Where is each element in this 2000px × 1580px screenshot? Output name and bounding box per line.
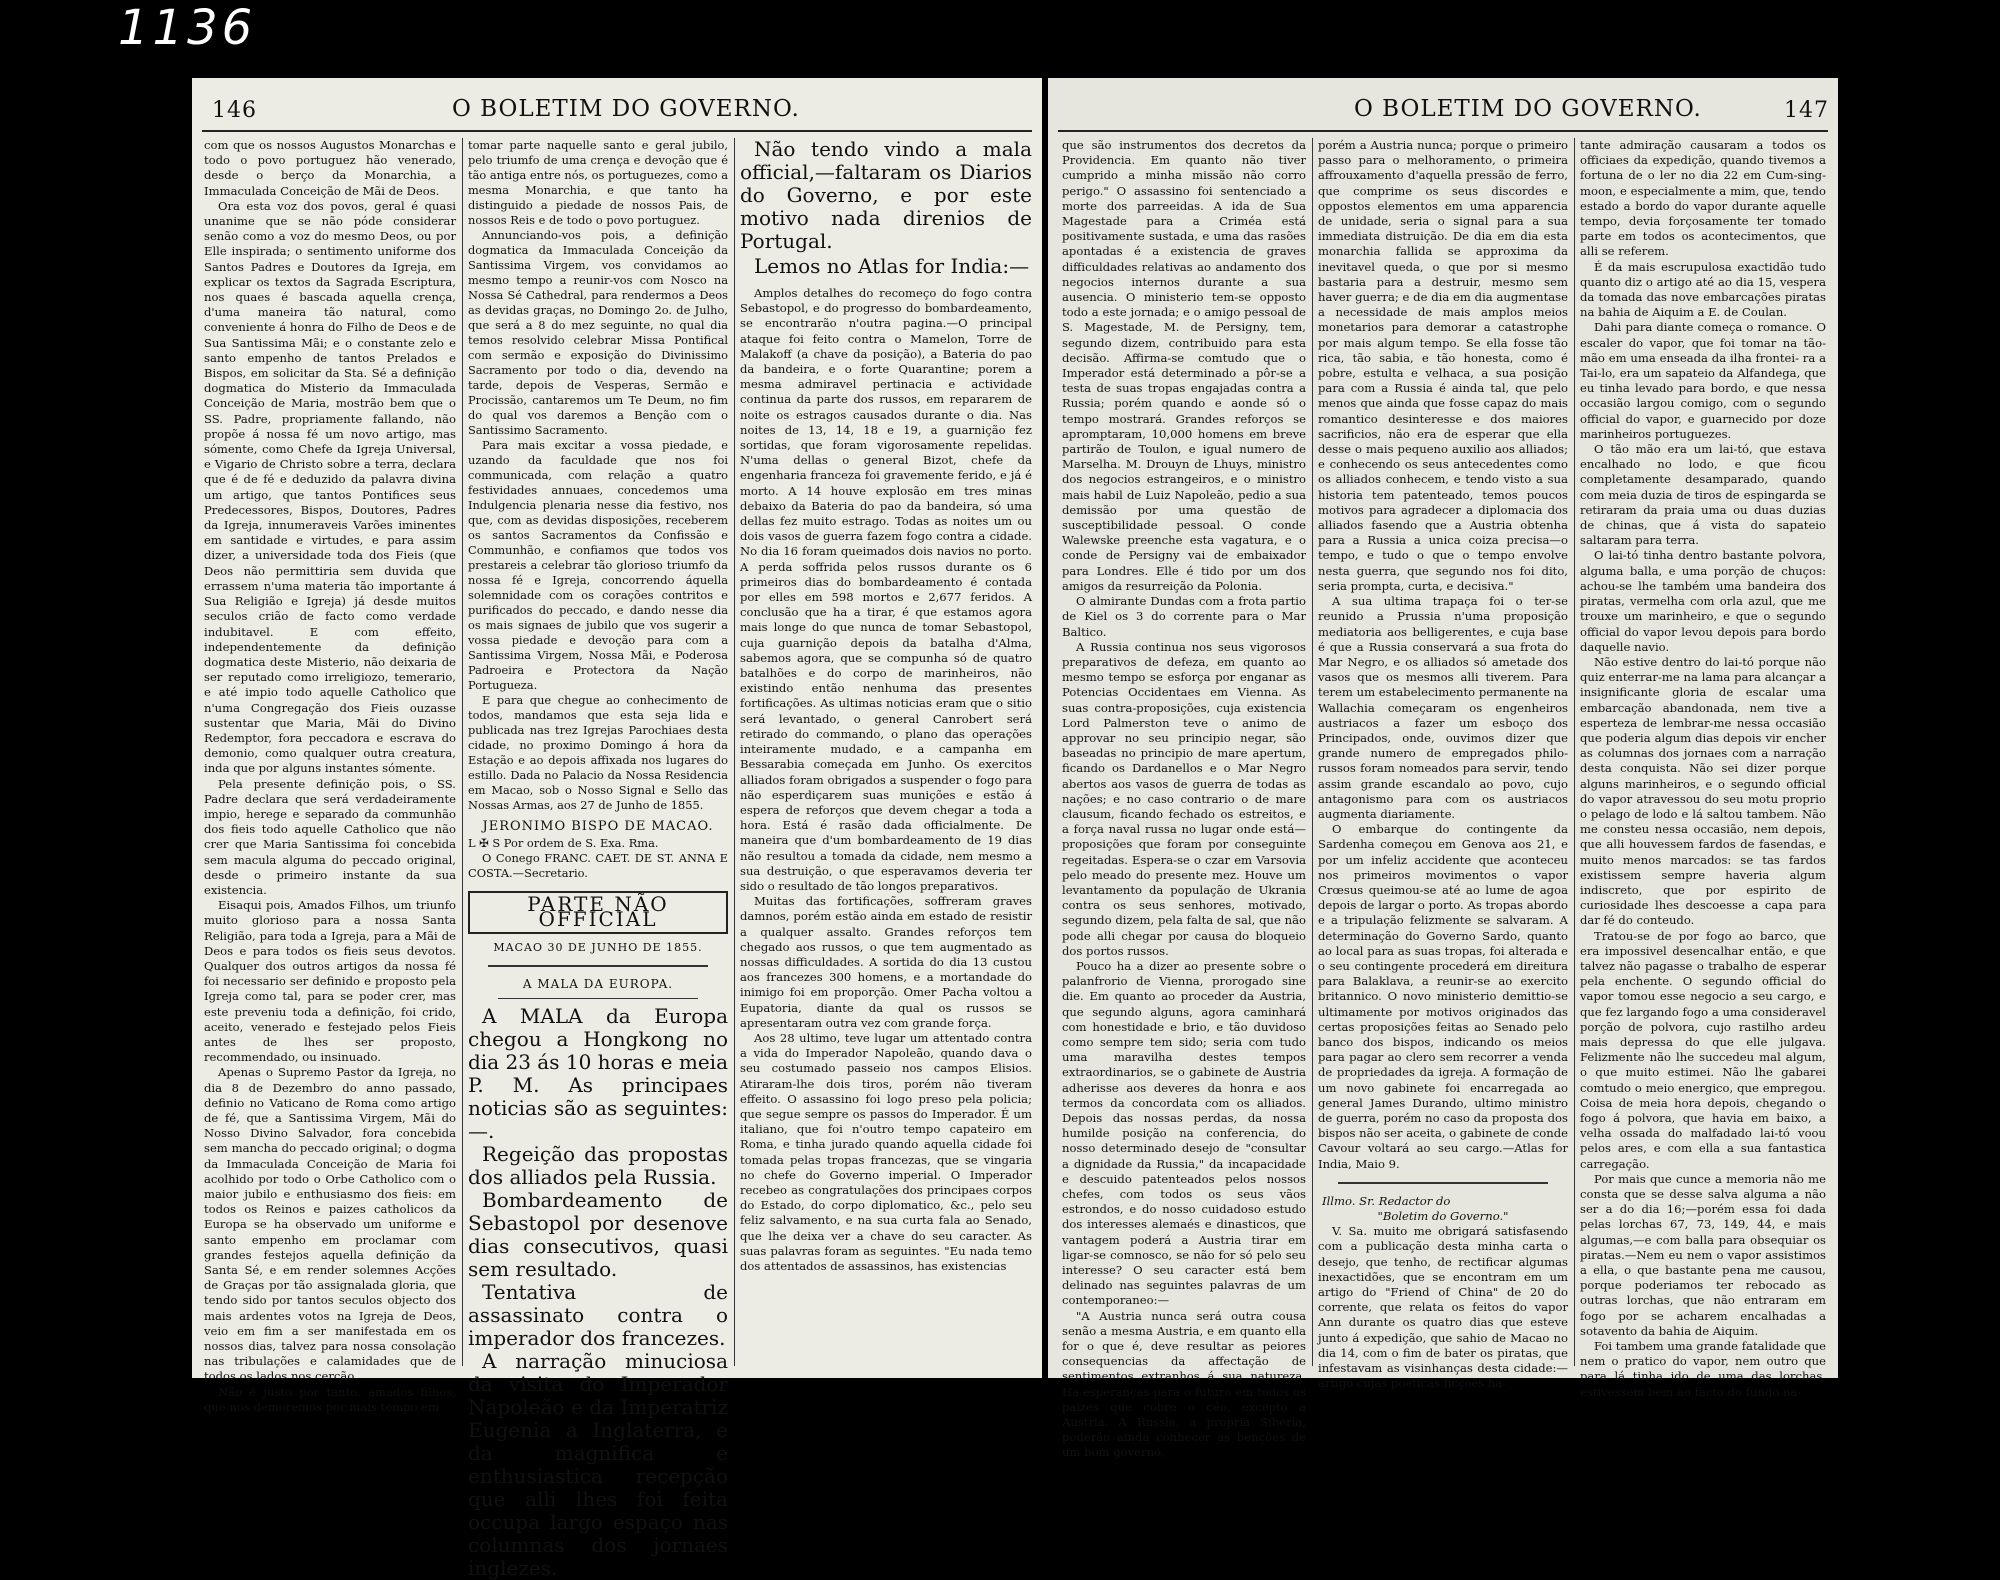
- right-page-number: 147: [1784, 98, 1829, 123]
- paragraph: que são instrumentos dos decretos da Providencia. Em quanto não tiver cumprido a minha missão não corro perigo." O assassino foi sentenciado a morte dos parreeidas. A ida de Sua Magestade para a Criméa está positivamente sustada, e uma das rasões apontadas é a existencia de graves difficuldades relativas ao andamento dos negocios internos durante a sua ausencia. O ministerio tem-se opposto todo a este jornada; e o amigo pessoal de S. Magestade, M. de Persigny, tem, segundo dizem, contribuido para esta decisão. Affirma-se comtudo que o Imperador está determinado a pôr-se a testa de suas tropas engajadas contra a Russia; porém quando e aonde só o tempo mostrará. Grandes reforços se apromptaram, 10,000 homens em breve partirão de Toulon, e igual numero de Marselha. M. Drouyn de Lhuys, ministro dos negocios estrangeiros, e o ministro mais habil de Luiz Napoleão, pedio a sua demissão por uma questão de susceptibilidade pessoal. O conde Walewske preenche esta vagatura, e o conde de Persigny vai de embaixador para Londres. Elle é tido por um dos amigos da resurreição da Polonia.: [1062, 138, 1306, 593]
- film-frame-code: 1136: [118, 0, 257, 56]
- news-headline: Regeição das propostas dos alliados pela Russia.: [468, 1142, 728, 1190]
- paragraph: Pela presente definição pois, o SS. Padre declara que será verdadeiramente impio, herege e separado da communhão dos fieis todo aquelle Catholico que não crer que Maria Santissima foi concebida sem macula alguma do peccado original, desde o primeiro instante da sua existencia.: [204, 776, 456, 897]
- paragraph: Pouco ha a dizer ao presente sobre o palanfrorio de Vienna, prorogado sine die. Em quanto ao proceder da Austria, que segundo alguns, agora caminhará com honestidade e brio, e tão duvidoso como sempre tem sido; seria com tudo uma maravilha destes tempos extraordinarios, se o gabinete de Austria adherisse aos deveres da honra e aos termos da concordata com os alliados. Depois das nossas perdas, da nossa humilde posição na conferencia, do nosso determinado desejo de "consultar a dignidade da Russia," da incapacidade e descuido patenteados pelos nossos chefes, com todos os seus vãos estrondos, e do nosso cuidadoso estudo dos interesses alemaés e dinasticos, que vantagem poderá a Austria tirar em ligar-se comnosco, se não for só pelo seu interesse? O seu caracter está bem delinado nas seguintes palavras de um contemporaneo:—: [1062, 958, 1306, 1308]
- article-title: A MALA DA EUROPA.: [522, 976, 674, 991]
- paragraph: O lai-tó tinha dentro bastante polvora, alguma balla, e uma porção de chuços: achou-se lhe também uma bandeira dos piratas, vermelha com orla azul, que me trouxe um marinheiro, e que o segundo official do vapor levou depois para bordo daquelle navio.: [1580, 548, 1826, 654]
- column-rule: [1312, 138, 1313, 1366]
- right-page: [1048, 78, 1838, 1460]
- left-page-number: 146: [212, 98, 257, 123]
- paragraph: Tratou-se de por fogo ao barco, que era impossivel desencalhar então, e que talvez não pagasse o trabalho de esperar pela enchente. O segundo official do vapor tomou esse negocio a seu cargo, e que fez largando fogo a uma consideravel porção de polvora, cujo rastilho ardeu mais depressa do que elle julgava. Felizmente não lhe succedeu mal algum, o que muito estimei. Não lhe gabarei comtudo o meio energico, que empregou. Coisa de meia hora depois, chegando o fogo á polvora, que havia em baixo, a velha ossada do malfadado lai-tó voou pelos ares, e com ella a sua fantastica carregação.: [1580, 928, 1826, 1171]
- section-header-box: PARTE NÃO OFFICIAL: [468, 891, 728, 933]
- right-header-rule: [1058, 130, 1828, 132]
- right-running-title: O BOLETIM DO GOVERNO.: [1354, 96, 1702, 122]
- paragraph: É da mais escrupulosa exactidão tudo quanto diz o artigo até ao dia 15, vespera da tomada das nove embarcações piratas na bahia de Aiquim a E. de Coulan.: [1580, 259, 1826, 320]
- order-line: L ✠ S Por ordem de S. Exa. Rma.: [468, 836, 659, 851]
- paragraph: Muitas das fortificações, soffreram graves damnos, porém estão ainda em estado de resistir a qualquer assalto. Grandes reforços tem chegado aos russos, o que tem augmentado as nossas difficuldades. A sortida do dia 13 custou aos francezes 300 homens, e a mortandade do inimigo foi em proporção. Omer Pacha voltou a Eupatoria, diante da qual os russos se apresentaram outra vez com grande força.: [740, 894, 1032, 1030]
- paragraph: Dahi para diante começa o romance. O escaler do vapor, que foi tomar na tão-mão em uma enseada da ilha frontei- ra a Tai-lo, era um sapateio da Alfandega, que eu tinha levado para bordo, e que nessa occasião largou comigo, com o segundo official do vapor, e guarnecido por doze marinheiros portuguezes.: [1580, 320, 1826, 441]
- news-headline: Lemos no Atlas for India:—: [754, 254, 1030, 278]
- paragraph: V. Sa. muito me obrigará satisfasendo com a publicação desta minha carta o desejo, que tenho, de rectificar algumas inexactidões, que se encontram em um artigo do "Friend of China" de 20 do corrente, que relata os feitos do vapor Ann durante os quatro dias que esteve junto á expedição, que sahio de Macao no dia 14, com o fim de bater os piratas, que infestavam as visinhanças desta cidade:—artigo cujas poeticas ficçoēs ha-: [1318, 1224, 1568, 1391]
- paragraph: Ora esta voz dos povos, geral é quasi unanime que se não póde considerar senão como a voz do mesmo Deos, ou por Elle inspirada; o sentimento uniforme dos Santos Padres e Doutores da Igreja, em explicar os textos da Sagrada Escriptura, nos quaes é bascada aquella crença, d'uma maneira tão natural, como conveniente á honra do Filho de Deos e de Sua Santissima Mãi; e o constante zelo e santo empenho de tantos Prelados e Bispos, em solicitar da Sta. Sé a definição dogmatica do Misterio da Immaculada Conceição de Maria, mostrão bem que o SS. Padre, propriamente fallando, não propõe á nossa fé um novo artigo, mas sómente, como Chefe da Igreja Universal, e Vigario de Christo sobre a terra, declara que é de fé e deduzido da palavra divina um artigo, que tantos Pontifices seus Predecessores, Bispos, Doutores, Padres da Igreja, innumeraveis Varões iminentes em santidade e virtudes, e para assim dizer, a universidade toda dos Fieis (que Deos não permittiria sem duvida que errassem n'uma materia tão importante á Sua Religião e Igreja) já desde muitos seculos crião de facto como verdade indubitavel. E com effeito, independentemente da definição dogmatica deste Misterio, não deixaria de ser reputado como irreligiozo, temerario, e até impio todo aquelle Catholico que n'uma Congregação dos Fieis ouzasse sustentar que Maria, Mãi do Divino Redemptor, fora peccadora e escrava do demonio, como qualquer outra creatura, inda que por alguns instantes sómente.: [204, 198, 456, 776]
- paragraph: tante admiração causaram a todos os officiaes da expedição, quando tivemos a fortuna de o ler no dia 22 em Cum-sing-moon, e especialmente a mim, que, tendo estado a bordo do vapor durante aquelle tempo, devia forçosamente ter tomado parte em todos os acontecimentos, que alli se referem.: [1580, 138, 1826, 259]
- left-masthead: [192, 96, 1042, 130]
- left-column-1: [204, 138, 456, 1414]
- news-headline: A MALA da Europa chegou a Hongkong no dia 23 ás 10 horas e meia P. M. As principaes noticias são as seguintes:—.: [468, 1004, 728, 1144]
- paragraph: A Russia continua nos seus vigorosos preparativos de defeza, em quanto ao mesmo tempo se esforça por enganar as Potencias Occidentaes em Vienna. As suas contra-proposições, cuja existencia Lord Palmerston teve o animo de approvar no seu principio negar, são baseadas no principio de mare apertum, ficando os Dardanellos e o Mar Negro abertos aos vasos de guerra de todas as nações; e no caso contrario o de mare clausum, ficando fechado os estreitos, e a força naval russa no lugar onde está—proposições que foram por conseguinte regeitadas. Espera-se o czar em Varsovia pelo meado do presente mez. Houve um levantamento da população de Ukrania contra os seus senhores, motivado, segundo dizem, pela falta de sal, que não pode alli chegar por causa do bloqueio dos portos russos.: [1062, 639, 1306, 958]
- news-headline: Tentativa de assassinato contra o imperador dos francezes.: [468, 1280, 728, 1351]
- paragraph: com que os nossos Augustos Monarchas e todo o povo portuguez hão venerado, desde o berço da Monarchia, a Immaculada Conceição de Mãi de Deos.: [204, 138, 456, 198]
- secretary-line: O Conego FRANC. CAET. DE ST. ANNA E COSTA.—Secretario.: [468, 851, 728, 881]
- column-rule: [462, 138, 463, 1366]
- paragraph: Não estive dentro do lai-tó porque não quiz enterrar-me na lama para alcançar a insignificante gloria de escalar uma embarcação abandonada, nem tive a esperteza de lembrar-me nessa occasião que poderia algum dias depois vir encher as columnas dos jornaes com a narração desta conquista. Não sei dizer porque alguns marinheiros, e o segundo official do vapor atravessou do seu motu proprio o pelago de lodo e lá saltou tambem. Não me consteu nessa occasião, nem depois, que alli houvessem fardos de fasendas, e muito menos marcados: se tas fardos existissem sempre haveria algum indiscreto, que por espirito de curiosidade lhes descoesse a capa para dar fé do conteudo.: [1580, 654, 1826, 928]
- paragraph: Amplos detalhes do recomeço do fogo contra Sebastopol, e do progresso do bombardeamento, se encontrarão n'outra pagina.—O principal ataque foi feito contra o Mamelon, Torre de Malakoff (a chave da posição), a Bateria do pao da bandeira, e o forte Quarantine; porem a mesma admiravel pertinacia e actividade continua da parte dos russos, em repararem de noite os estragos causados durante o dia. Nas noites de 13, 14, 18 e 19, a guarnição fez sortidas, que foram vigorosamente repelidas. N'uma dellas o general Bizot, chefe da engenharia franceza foi gravemente ferido, e já é morto. A 14 houve explosão em tres minas debaixo da Bateria do pao da bandeira, só uma dellas fez muito estrago. Todas as noites um ou dois vasos de guerra fazem fogo contra a cidade. No dia 16 foram queimados dois navios no porto. A perda soffrida pelos russos durante os 6 primeiros dias do bombardeamento é contada por elles em 598 mortos e 2,677 feridos. A conclusão que ha a tirar, é que estamos agora mais longe do que nunca de tomar Sebastopol, cuja guarnição depois da batalha d'Alma, sabemos agora, que se compunha só de quatro batalhões e do corpo de marinheiros, não existindo então nenhuma das presentes fortificações. As ultimas noticias eram que o sitio será levantado, o general Canrobert será retirado do commando, o plano das operações inteiramente mudado, e a campanha em Bessarabia começada em Junho. Os exercitos alliados foram obrigados a suspender o fogo para não esperdiçarem suas munições e estão á espera de reforços que devem chegar a toda a hora. Está é rasão dada officialmente. De maneira que d'um bombardeamento de 19 dias não resultou a tomada da cidade, nem mesmo a sua destruição, o que esperavamos deveria ter sido o resultado de tão longos preparativos.: [740, 286, 1032, 893]
- paragraph: tomar parte naquelle santo e geral jubilo, pelo triumfo de uma crença e devoção que é tão antiga entre nós, os portuguezes, como a mesma Monarchia, e que tanto ha distinguido a piedade de nossos Pais, de nossos Reis e de todo o povo portuguez.: [468, 138, 728, 227]
- bishop-signature: JERONIMO BISPO DE MACAO.: [482, 819, 714, 834]
- right-column-1: [1062, 138, 1306, 1460]
- column-rule: [1574, 138, 1575, 1366]
- letter-addressee: "Boletim do Governo.": [1377, 1209, 1509, 1224]
- pastoral-letter-continuation: [468, 138, 728, 813]
- paragraph: E para que chegue ao conhecimento de todos, mandamos que esta seja lida e publicada nas trez Igrejas Parochiaes desta cidade, no proximo Domingo á hora da Estação e ao depois affixada nos lugares do estillo. Dada no Palacio da Nossa Residencia em Macao, sob o Nosso Signal e Sello das Nossas Armas, aos 27 de Junho de 1855.: [468, 693, 728, 812]
- paragraph: O embarque do contingente da Sardenha começou em Genova aos 21, e por um infeliz accidente que aconteceu nos primeiros movimentos o vapor Crœsus queimou-se até ao lume de agoa depois de largar o porto. As tropas abordo e a tripulação felizmente se salvaram. A determinação do Governo Sardo, quanto ao local para as suas tropas, foi alterada e o seu contingente procederá em direitura para Balaklava, a reunir-se ao exercito britannico. O novo ministerio demittio-se ultimamente por motivos originados das certas proposições feitas ao Senado pelo banco dos bispos, indicando os meios para pagar ao clero sem recorrer a venda de propriedades da igreja. A formação de um novo gabinete foi encarregada ao general James Durando, ultimo ministro de guerra, porém no caso da proposta dos bispos não ser aceita, o gabinete de conde Cavour voltará ao seu cargo.—Atlas for India, Maio 9.: [1318, 822, 1568, 1171]
- paragraph: Por mais que cunce a memoria não me consta que se desse salva alguma a não ser a do dia 16;—porém essa foi dada pelas lorchas 67, 73, 149, 44, e mais algumas,—e com balla para obsequiar os piratas.—Nem eu nem o vapor assistimos a ella, o que bastante pena me causou, porque poderiamos ter rebocado as outras lorchas, que não entraram em fogo por se acharem encalhadas a sotavento da bahia de Aiquim.: [1580, 1171, 1826, 1338]
- right-masthead: [1048, 96, 1838, 130]
- letter-salutation: Illmo. Sr. Redactor do: [1322, 1193, 1451, 1208]
- paragraph: A sua ultima trapaça foi o ter-se reunido a Prussia n'uma proposição mediatoria aos belligerentes, e cuja base é que a Russia conservará a sua frota do Mar Negro, e os alliados só ametade dos vasos que os mesmos alli tiverem. Para terem um estabelecimento permanente na Wallachia começaram os engenheiros austriacos a fazer um esboço dos Principados, onde, ouvimos dizer que grande numero de empregados philo-russos foram nomeados para servir, tendo assim grande escandalo ao povo, cujo antagonismo para com os austriacos augmenta diariamente.: [1318, 594, 1568, 821]
- left-column-3: [740, 138, 1032, 1366]
- left-running-title: O BOLETIM DO GOVERNO.: [452, 96, 800, 122]
- column-rule: [734, 138, 735, 1366]
- paragraph: Aos 28 ultimo, teve lugar um attentado contra a vida do Imperador Napoleão, quando dava o seu costumado passeio nos campos Elisios. Atiraram-lhe dois tiros, porém não tiveram effeito. O assassino foi logo preso pela policia; que segue sempre os passos do Imperador. É um italiano, que foi n'outro tempo capateiro em Roma, e tinha jurado quando aquella cidade foi tomada pelas tropas francezas, que se vingaria no chefe do Governo imperial. O Imperador recebeo as congratulações dos principaes corpos do Estado, do corpo diplomatico, &c., pelo seu feliz salvamento, e na sua curta fala ao Senado, que lhe deixa ver a chave do seu caracter. As suas palavras foram as seguintes. "Eu nada temo dos attentados de assassinos, has existencias: [740, 1030, 1032, 1273]
- paragraph: Foi tambem uma grande fatalidade que nem o pratico do vapor, nem outro que para lá tinha ido de uma das lorchas, estivessem bem ao facto do fundo na-: [1580, 1339, 1826, 1399]
- paragraph: Não é justo por tanto, amados filhos, que nos demoremos por mais tempo em: [204, 1384, 456, 1414]
- left-column-2: [468, 138, 728, 1580]
- paragraph: porém a Austria nunca; porque o primeiro passo para o melhoramento, o primeira affrouxamento d'aquella pressão de ferro, que comprime os seus discordes e oppostos elementos em uma apparencia de unidade, seria o signal para a sua immediata distruição. De dia em dia esta monarchia fallida se approxima da inevitavel queda, o que por si mesmo bastaria para a destruir, mesmo sem haver guerra; e de dia em dia augmentase a necessidade de mais amplos meios monetarios para demorar a catastrophe por mais algum tempo. Se ella fosse tão rica, tão sabia, e tão honesta, como é pobre, estulta e velhaca, a sua posição para com a Russia é ainda tal, que pelo menos que ainda que fosse capaz do mais romantico desinteresse e dos maiores sacrificios, não era de esperar que ella desse o mais pequeno auxilio aos alliados; e conhecendo os seus antecedentes como os alliados conhecem, e tendo visto a sua historia tem patenteado, temos poucos motivos para agradecer a diplomacia dos alliados fasendo que a Austria obtenha para a Russia a unica coiza precisa—o tempo, e tudo o que o tempo envolve nesta guerra, que segundo nos foi dito, seria prompta, curta, e decisiva.": [1318, 138, 1568, 593]
- paragraph: O almirante Dundas com a frota partio de Kiel os 3 do corrente para o Mar Baltico.: [1062, 594, 1306, 639]
- paragraph: "A Austria nunca será outra cousa senão a mesma Austria, e em quanto ella for o que é, deve resultar as peiores consequencias da affectação de sentimentos extranhos á sua natureza. Ha esperanças para o futuro em todos os paizes que cobre o céo, excepto a Austria. A Russia, a propria Siberia, poderão ainda conhecer as benções de um bom governo,: [1062, 1308, 1306, 1460]
- divider: [1338, 1182, 1548, 1184]
- paragraph: Annunciando-vos pois, a definição dogmatica da Immaculada Conceição da Santissima Virgem, vos convidamos ao mesmo tempo a reunir-vos com Nosco na Nossa Sé Cathedral, para rendermos a Deos as devidas graças, no Domingo 2o. de Julho, que será a 8 do mez seguinte, no qual dia temos resolvido celebrar Missa Pontifical com sermão e exposição do Divinissimo Sacramento por todo o dia, devendo na tarde, depois de Vesperas, Sermão e Procissão, cantaremos um Te Deum, no fim do qual vos daremos a Benção com o Santissimo Sacramento.: [468, 228, 728, 437]
- paragraph: O tão mão era um lai-tó, que estava encalhado no lodo, e que ficou completamente desamparado, quando com meia duzia de tiros de espingarda se retiraram da praia uma ou duas duzias de chinas, que á vista do sapateio saltaram para terra.: [1580, 442, 1826, 548]
- news-headline: Não tendo vindo a mala official,—faltaram os Diarios do Governo, e por este motivo nada direnios de Portugal.: [740, 137, 1032, 253]
- divider: [488, 965, 708, 967]
- right-column-2: [1318, 138, 1568, 1391]
- right-column-3: [1580, 138, 1826, 1399]
- left-header-rule: [202, 130, 1032, 132]
- paragraph: Para mais excitar a vossa piedade, e uzando da faculdade que nos foi communicada, com relação a quatro festividades annuaes, concedemos uma Indulgencia plenaria nesse dia festivo, nos que, com as devidas disposições, receberem os santos Sacramentos da Confissão e Communhão, e confiamos que todos vos prestareis a celebrar tão glorioso triumfo da nossa fé e Igreja, concorrendo áquella solemnidade com os corações contritos e purificados do peccado, e dando nesse dia os mais signaes de jubilo que vos sugerir a vossa piedade e devoção para com a Santissima Virgem, Nossa Mãi, e Poderosa Padroeira e Protectora da Nação Portugueza.: [468, 438, 728, 692]
- left-page: [192, 78, 1042, 1580]
- paragraph: Eisaqui pois, Amados Filhos, um triunfo muito glorioso para a nossa Santa Religião, para toda a Igreja, para a Mãi de Deos e para todos os fieis seus devotos. Qualquer dos outros artigos da nossa fé foi necessario ser definido e proposto pela Igreja como tal, para se poder crer, mas este preveniu toda a definição, foi crido, aceito, venerado e festejado pelos Fieis antes de lhes ser proposto, recommendado, ou insinuado.: [204, 898, 456, 1065]
- news-headline: A narração minuciosa da visita do Imperador Napoleão e da Imperatriz Eugenia a Inglaterra, e da magnifica e enthusiastica recepção que alli lhes foi feita occupa largo espaço nas columnas dos jornaes inglezes.: [468, 1349, 728, 1580]
- paragraph: Apenas o Supremo Pastor da Igreja, no dia 8 de Dezembro do anno passado, definio no Vaticano de Roma como artigo de fé, que a Santissima Virgem, Mãi do Nosso Divino Salvador, fora concebida sem mancha do peccado original; o dogma da Immaculada Conceição de Maria foi acolhido por todo o Orbe Catholico com o maior jubilo e enthusiasmo dos fieis: em todos os Reinos e paizes catholicos da Europa se ha observado um uniforme e santo empenho em proclamar com grandes festejos aquella definição da Santa Sé, e em render solemnes Acções de Graças por tão assignalada gloria, que tendo sido por tantos seculos objecto dos mais ardentes votos na Igreja de Deos, veio em fim a ser manifestada em os nossos dias, talvez para nossa consolação nas tribulações e calamidades que de todos os lados nos cercão.: [204, 1065, 456, 1384]
- dateline: MACAO 30 DE JUNHO DE 1855.: [493, 940, 703, 954]
- news-headline: Bombardeamento de Sebastopol por desenove dias consecutivos, quasi sem resultado.: [468, 1188, 728, 1282]
- divider: [498, 998, 698, 999]
